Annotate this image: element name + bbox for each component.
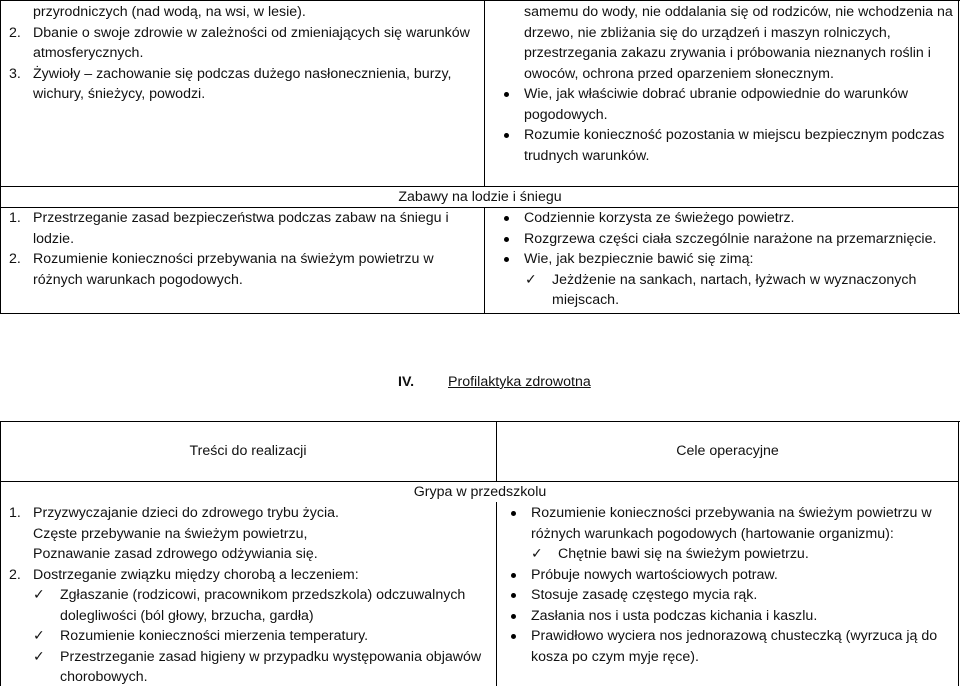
section-number: IV. xyxy=(398,374,415,390)
check-item-text: Przestrzeganie zasad higieny w przypadku występowania objawów chorobowych. xyxy=(60,648,482,685)
table-border-right xyxy=(958,0,959,313)
table2-left-cell xyxy=(0,503,494,688)
check-item xyxy=(33,626,494,647)
list-item-text: Dostrzeganie związku między chorobą a leczeniem: xyxy=(33,566,359,583)
check-item-text: Chętnie bawi się na świeżym powietrzu. xyxy=(558,546,809,562)
list-item-text: Przestrzeganie zasad bezpieczeństwa podczas zabaw na śniegu i lodzie. xyxy=(33,210,449,247)
bullet-item: Wie, jak właściwie dobrać ubranie odpowiednie do warunków pogodowych. xyxy=(496,84,956,125)
column-header: Cele operacyjne xyxy=(676,443,779,459)
column-header: Treści do realizacji xyxy=(189,443,307,459)
list-item-text: przyrodniczych (nad wodą, na wsi, w lesie). xyxy=(33,4,306,20)
list-number: 2. xyxy=(9,566,21,583)
check-item xyxy=(531,544,956,565)
group-heading: Grypa w przedszkolu xyxy=(413,484,547,500)
list-item xyxy=(0,208,480,249)
list-item-text: Częste przebywanie na świeżym powietrzu, xyxy=(33,525,308,542)
check-icon: ✓ xyxy=(525,271,537,288)
list-number: 3. xyxy=(9,65,21,82)
list-number: 2. xyxy=(9,24,21,41)
check-icon: ✓ xyxy=(33,648,45,665)
bullet-item: Prawidłowo wyciera nos jednorazową chusteczką (wyrzuca ją do kosza po czym myje ręce). xyxy=(503,626,956,667)
bullet-item: Rozgrzewa części ciała szczególnie narażone na przemarznięcie. xyxy=(496,229,958,250)
list-item-text: Żywioły – zachowanie się podczas dużego nasłonecznienia, burzy, wichury, śnieżycy, powodzi. xyxy=(33,65,452,102)
check-icon: ✓ xyxy=(33,587,45,603)
winter-right-cell xyxy=(496,208,958,311)
check-item xyxy=(33,647,494,688)
check-item xyxy=(33,585,494,626)
list-item-text: Przyzwyczajanie dzieci do zdrowego trybu życia. xyxy=(33,505,339,521)
column-divider xyxy=(484,207,485,313)
bullet-item: Próbuje nowych wartościowych potraw. xyxy=(503,565,956,586)
list-item xyxy=(0,565,494,586)
bullet-item: Codziennie korzysta ze świeżego powietrz. xyxy=(496,208,958,229)
list-item xyxy=(0,23,480,64)
list-number: 2. xyxy=(9,251,21,267)
check-item-text: Zgłaszanie (rodzicowi, pracownikom przedszkola) odczuwalnych dolegliwości (ból głowy, brzucha, gardła) xyxy=(60,587,466,624)
continuation-text: samemu do wody, nie oddalania się od rodziców, nie wchodzenia na drzewo, nie zbliżania się do urządzeń i maszyn rolniczych, przestrzegania zakazu zrywania i próbowania nieznanych roślin i owoców, ochrona przed oparzeniem słonecznym. xyxy=(524,4,953,82)
section-heading: Zabawy na lodzie i śniegu xyxy=(398,189,562,205)
section-title-text: Profilaktyka zdrowotna xyxy=(448,374,591,390)
table-border-right xyxy=(958,421,959,686)
bullet-item: Wie, jak bezpiecznie bawić się zimą: xyxy=(496,249,958,270)
bullet-item: Stosuje zasadę częstego mycia rąk. xyxy=(503,585,956,606)
table-border-bottom xyxy=(0,313,960,314)
bullet-item: Rozumie konieczność pozostania w miejscu bezpiecznym podczas trudnych warunków. xyxy=(496,125,956,166)
list-item xyxy=(0,503,494,565)
bullet-item: Zasłania nos i usta podczas kichania i kaszlu. xyxy=(503,606,956,627)
check-item-text: Jeżdżenie na sankach, nartach, łyżwach w wyznaczonych miejscach. xyxy=(552,271,917,308)
column-divider xyxy=(484,0,485,186)
list-item-text: Rozumienie konieczności przebywania na świeżym powietrzu w różnych warunkach pogodowych. xyxy=(33,251,434,288)
top-left-cell xyxy=(0,2,480,105)
table-border-top xyxy=(0,421,960,422)
list-item-text: Dbanie o swoje zdrowie w zależności od zmieniających się warunków atmosferycznych. xyxy=(33,24,470,61)
check-item xyxy=(525,270,958,311)
list-item xyxy=(0,64,480,105)
column-divider xyxy=(496,502,497,686)
check-icon: ✓ xyxy=(531,546,543,562)
table2-right-cell xyxy=(503,503,956,667)
list-item-text: Poznawanie zasad zdrowego odżywiania się. xyxy=(33,546,318,562)
check-icon: ✓ xyxy=(33,628,45,644)
list-item xyxy=(0,249,480,290)
top-right-cell xyxy=(496,2,956,166)
list-number: 1. xyxy=(9,210,21,226)
table-border-top xyxy=(0,0,960,1)
bullet-item: Rozumienie konieczności przebywania na świeżym powietrzu w różnych warunkach pogodowych (hartowanie organizmu): xyxy=(503,503,956,544)
winter-left-cell xyxy=(0,208,480,290)
list-item xyxy=(0,2,480,23)
check-item-text: Rozumienie konieczności mierzenia temperatury. xyxy=(60,628,369,644)
list-number: 1. xyxy=(9,505,21,521)
